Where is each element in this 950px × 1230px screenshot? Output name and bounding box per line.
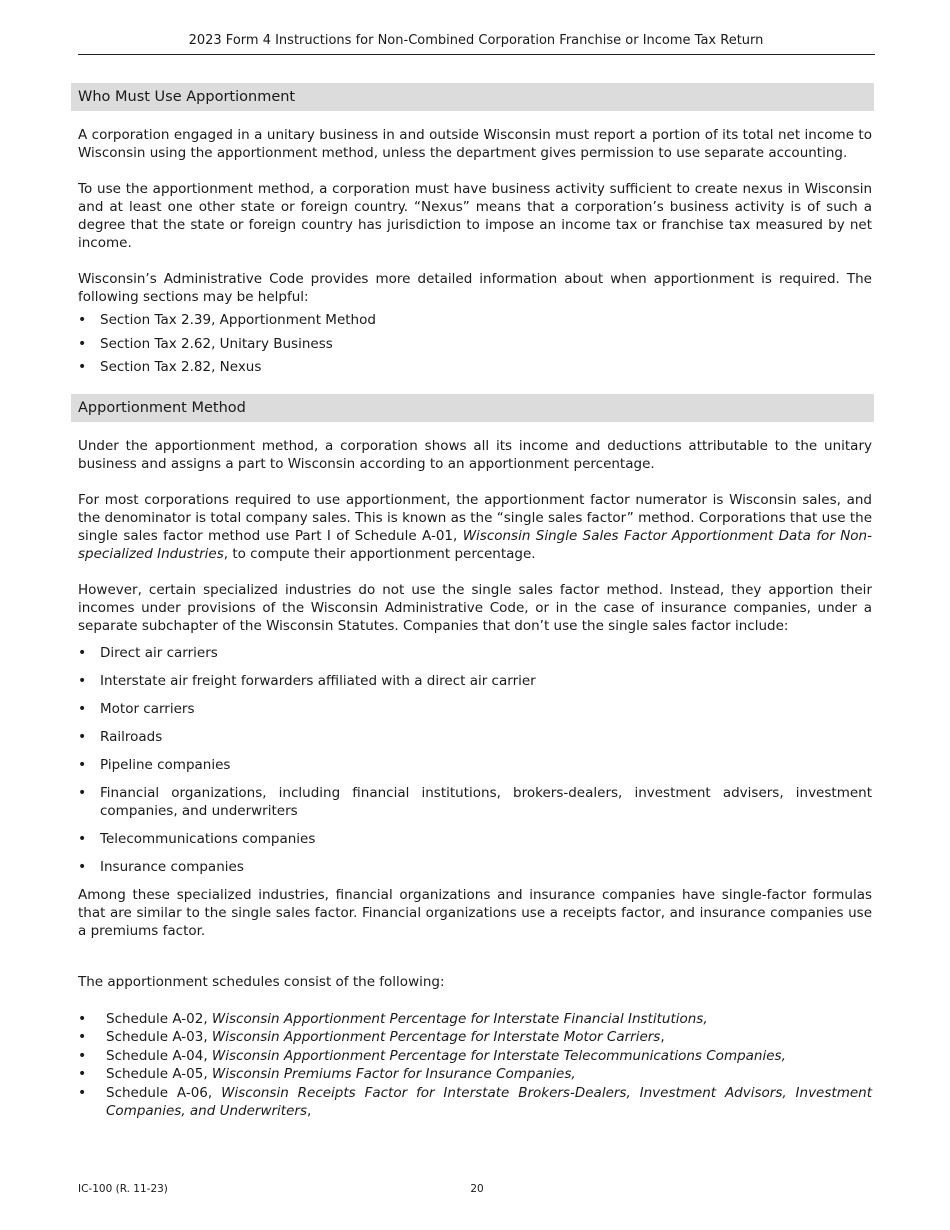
header-divider: [78, 54, 875, 55]
method-paragraph-2: [78, 491, 872, 563]
list-item: [78, 1047, 872, 1066]
method-paragraph-2-text-b: , to compute their apportionment percentage.: [223, 545, 536, 562]
schedule-tail: ,: [660, 1029, 665, 1045]
list-item: • Section Tax 2.62, Unitary Business: [78, 333, 872, 357]
specialized-industries-list: [78, 644, 872, 876]
schedule-code: Schedule A-03,: [106, 1029, 212, 1045]
list-item: [78, 1010, 872, 1029]
schedule-title: Wisconsin Apportionment Percentage for Interstate Telecommunications Companies,: [211, 1047, 786, 1064]
list-item: • Section Tax 2.82, Nexus: [78, 356, 872, 380]
list-item: [78, 1084, 872, 1121]
page-number: 20: [470, 1183, 484, 1195]
list-item: • Pipeline companies: [78, 756, 872, 774]
list-item: • Direct air carriers: [78, 644, 872, 662]
page-header-title: 2023 Form 4 Instructions for Non-Combined Corporation Franchise or Income Tax Return: [188, 33, 764, 48]
method-paragraph-1: Under the apportionment method, a corporation shows all its income and deductions attributable to the unitary business and assigns a part to Wisconsin according to an apportionment percentage.: [78, 437, 872, 472]
who-paragraph-3: Wisconsin’s Administrative Code provides more detailed information about when apportionment is required. The following sections may be helpful:: [78, 271, 872, 305]
list-item: • Insurance companies: [78, 858, 872, 876]
method-paragraph-2-text-a: For most corporations required to use apportionment, the apportionment factor numerator is Wisconsin sales, and the denominator is total company sales. This is known as the “single sales factor” method. Corporations that use the single sales factor method use Part I of Schedule A-01,: [78, 491, 872, 544]
schedule-code: Schedule A-02,: [106, 1010, 212, 1027]
schedule-a01-title: Wisconsin Single Sales Factor Apportionment Data for Non-specialized Industries: [78, 527, 872, 562]
method-paragraph-5: The apportionment schedules consist of the following:: [78, 973, 445, 990]
code-sections-list: [78, 309, 872, 380]
who-paragraph-1: A corporation engaged in a unitary business in and outside Wisconsin must report a portion of its total net income to Wisconsin using the apportionment method, unless the department gives permission to use separate accounting.: [78, 127, 872, 161]
schedules-list: [78, 1010, 872, 1121]
list-item: • Railroads: [78, 728, 872, 746]
schedule-code: Schedule A-05,: [106, 1066, 212, 1082]
document-body: [78, 83, 872, 1121]
list-item: • Section Tax 2.39, Apportionment Method: [78, 309, 872, 333]
schedule-title: Wisconsin Premiums Factor for Insurance Companies,: [211, 1066, 576, 1082]
list-item: • Motor carriers: [78, 700, 872, 718]
method-paragraph-4: Among these specialized industries, financial organizations and insurance companies have single-factor formulas that are similar to the single sales factor. Financial organizations use a receipts factor, and insurance companies use a premiums factor.: [78, 886, 872, 939]
list-item: [78, 1028, 872, 1047]
list-item: • Financial organizations, including financial institutions, brokers-dealers, investment advisers, investment companies, and underwriters: [78, 784, 872, 820]
schedule-title: Wisconsin Receipts Factor for Interstate Brokers-Dealers, Investment Advisors, Investment Companies, and Underwriters: [106, 1084, 872, 1119]
method-paragraph-3: However, certain specialized industries do not use the single sales factor method. Instead, they apportion their incomes under provisions of the Wisconsin Administrative Code, or in the case of insurance companies, under a separate subchapter of the Wisconsin Statutes. Companies that don’t use the single sales factor include:: [78, 581, 872, 634]
section-heading-who-must-use: Who Must Use Apportionment: [71, 83, 874, 111]
form-code: IC-100 (R. 11-23): [78, 1183, 168, 1195]
who-paragraph-2: To use the apportionment method, a corporation must have business activity sufficient to create nexus in Wisconsin and at least one other state or foreign country. “Nexus” means that a corporation’s business activity is of such a degree that the state or foreign country has jurisdiction to impose an income tax or franchise tax measured by net income.: [78, 181, 872, 251]
list-item: • Telecommunications companies: [78, 830, 872, 848]
list-item: [78, 1065, 872, 1084]
schedule-code: Schedule A-06,: [106, 1084, 222, 1101]
schedule-title: Wisconsin Apportionment Percentage for Interstate Motor Carriers: [211, 1029, 661, 1045]
section-heading-apportionment-method: Apportionment Method: [71, 394, 874, 422]
schedule-code: Schedule A-04,: [106, 1047, 212, 1064]
list-item: • Interstate air freight forwarders affiliated with a direct air carrier: [78, 672, 872, 690]
schedule-tail: ,: [306, 1103, 312, 1119]
schedule-title: Wisconsin Apportionment Percentage for Interstate Financial Institutions,: [211, 1010, 708, 1027]
